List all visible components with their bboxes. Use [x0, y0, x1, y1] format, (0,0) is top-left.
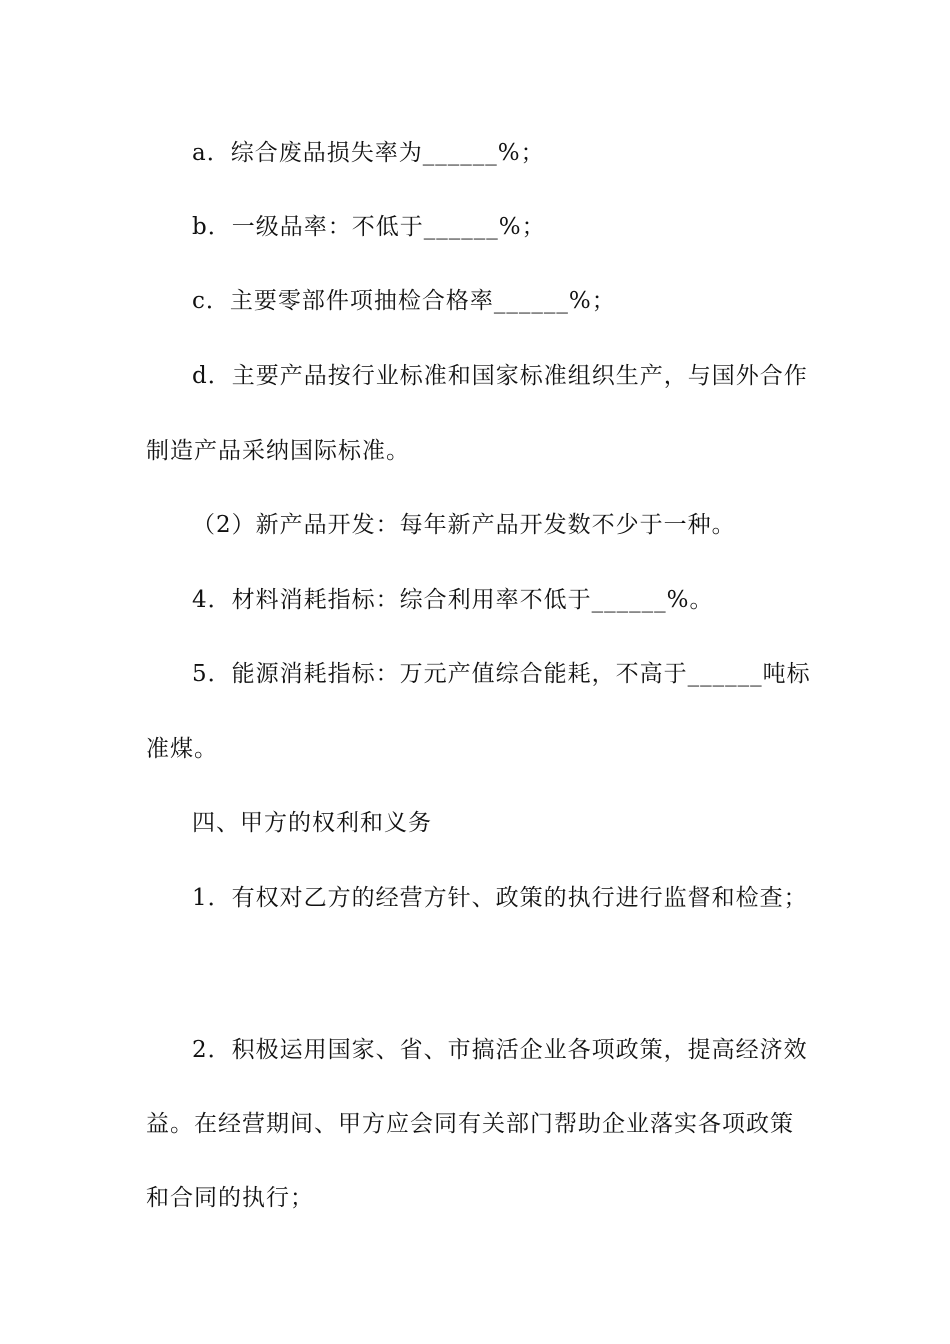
item-a-scrap-loss-rate: a．综合废品损失率为______%； [192, 140, 545, 166]
item-d-standards-line-1: d．主要产品按行业标准和国家标准组织生产，与国外合作 [192, 363, 808, 389]
item-b-first-grade-rate: b．一级品率：不低于______%； [192, 214, 546, 240]
item-d-standards-line-2: 制造产品采纳国际标准。 [146, 438, 410, 464]
energy-consumption-line-1: 5．能源消耗指标：万元产值综合能耗，不高于______吨标 [192, 661, 811, 687]
material-consumption-indicator: 4．材料消耗指标：综合利用率不低于______%。 [192, 587, 714, 613]
clause-2-line-3: 和合同的执行； [146, 1185, 314, 1211]
new-product-development: （2）新产品开发：每年新产品开发数不少于一种。 [192, 512, 736, 538]
item-c-parts-pass-rate: c．主要零部件项抽检合格率______%； [192, 288, 616, 314]
clause-2-line-1: 2．积极运用国家、省、市搞活企业各项政策，提高经济效 [192, 1037, 808, 1063]
energy-consumption-line-2: 准煤。 [146, 736, 218, 762]
clause-1-supervision: 1．有权对乙方的经营方针、政策的执行进行监督和检查； [192, 885, 808, 911]
clause-2-line-2: 益。在经营期间、甲方应会同有关部门帮助企业落实各项政策 [146, 1111, 794, 1137]
section-heading-party-a-rights: 四、甲方的权利和义务 [192, 810, 432, 836]
